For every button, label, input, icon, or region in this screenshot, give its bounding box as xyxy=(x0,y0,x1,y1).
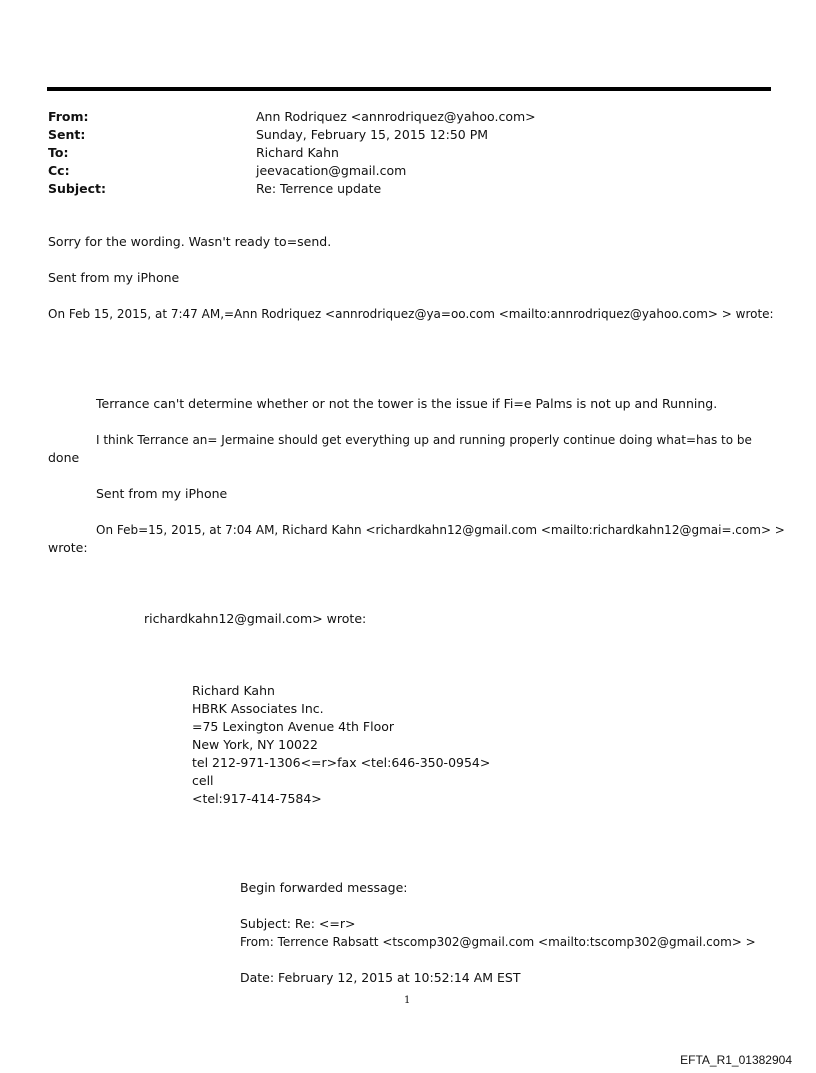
cc-label: Cc: xyxy=(48,163,70,178)
quote1-line-wrote: wrote: xyxy=(48,540,88,555)
subject-value: Re: Terrence update xyxy=(256,181,382,196)
quote1-line-done: done xyxy=(48,450,80,465)
forwarded-subject: Subject: Re: <=r> xyxy=(240,916,356,931)
quote1-line-jermaine: I think Terrance an= Jermaine should get everything up and running properly continue doing what=has to be xyxy=(96,433,752,447)
body-line-sorry: Sorry for the wording. Wasn't ready to=send. xyxy=(48,234,332,249)
quote2-line-wrote: richardkahn12@gmail.com> wrote: xyxy=(144,611,367,626)
from-label: From: xyxy=(48,109,89,124)
signature-tel-fax: tel 212-971-1306<=r>fax <tel:646-350-0954> xyxy=(192,755,491,770)
signature-name: Richard Kahn xyxy=(192,683,275,698)
signature-cell-number: <tel:917-414-7584> xyxy=(192,791,322,806)
header-divider xyxy=(47,87,771,91)
forwarded-date: Date: February 12, 2015 at 10:52:14 AM EST xyxy=(240,970,521,985)
sent-value: Sunday, February 15, 2015 12:50 PM xyxy=(256,127,489,142)
forwarded-begin: Begin forwarded message: xyxy=(240,880,408,895)
body-line-sent-from: Sent from my iPhone xyxy=(48,270,180,285)
sent-label: Sent: xyxy=(48,127,86,142)
signature-address: =75 Lexington Avenue 4th Floor xyxy=(192,719,395,734)
signature-cell-label: cell xyxy=(192,773,214,788)
signature-company: HBRK Associates Inc. xyxy=(192,701,324,716)
quote1-line-sent-from: Sent from my iPhone xyxy=(96,486,228,501)
page-number: 1 xyxy=(404,995,411,1006)
body-line-quote-header: On Feb 15, 2015, at 7:47 AM,=Ann Rodriquez <annrodriquez@ya=oo.com <mailto:annrodriquez@yahoo.com> > wrote: xyxy=(48,307,774,321)
to-label: To: xyxy=(48,145,69,160)
subject-label: Subject: xyxy=(48,181,106,196)
to-value: Richard Kahn xyxy=(256,145,339,160)
quote1-line-terrance: Terrance can't determine whether or not the tower is the issue if Fi=e Palms is not up and Running. xyxy=(96,396,718,411)
document-id: EFTA_R1_01382904 xyxy=(680,1053,792,1067)
from-value: Ann Rodriquez <annrodriquez@yahoo.com> xyxy=(256,109,536,124)
signature-city: New York, NY 10022 xyxy=(192,737,318,752)
quote1-line-header: On Feb=15, 2015, at 7:04 AM, Richard Kahn <richardkahn12@gmail.com <mailto:richardkahn12@gmai=.com> > xyxy=(96,523,785,537)
forwarded-from: From: Terrence Rabsatt <tscomp302@gmail.com <mailto:tscomp302@gmail.com> > xyxy=(240,935,756,949)
cc-value: jeevacation@gmail.com xyxy=(256,163,407,178)
